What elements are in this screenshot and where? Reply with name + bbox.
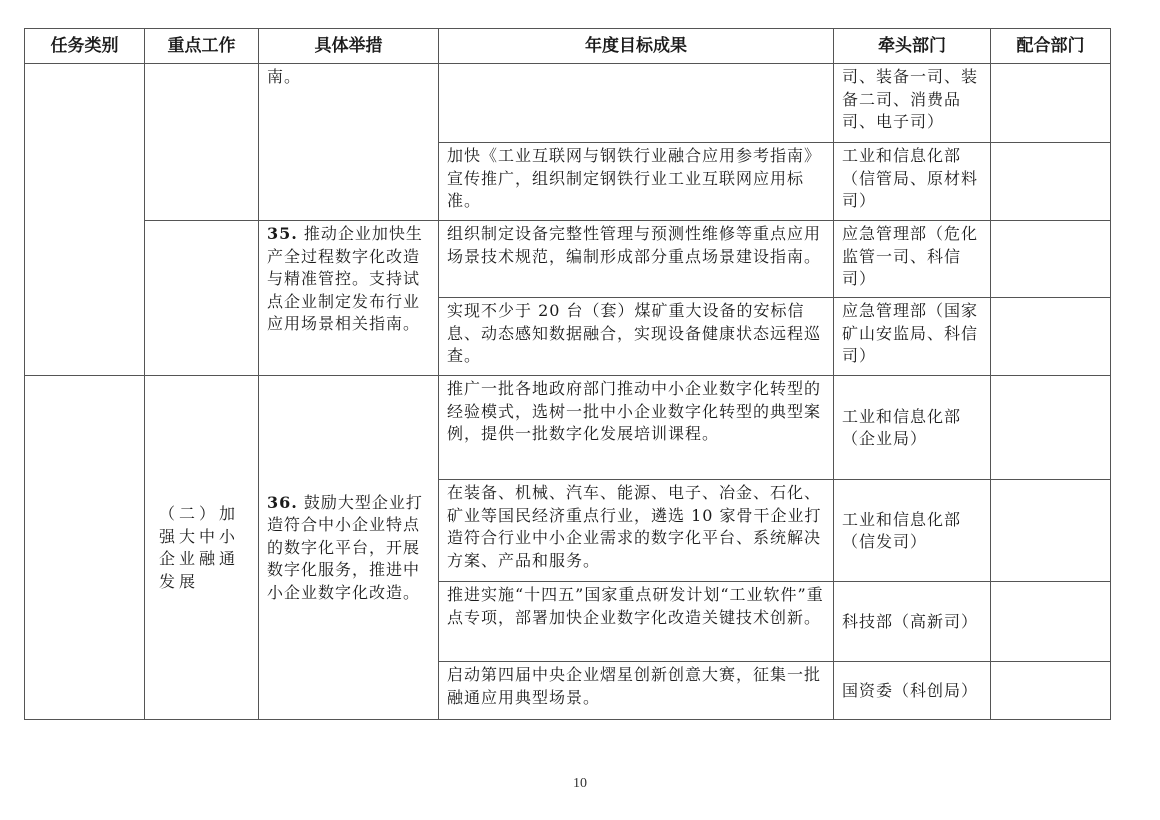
coop-dept-cell xyxy=(991,376,1111,480)
lead-dept-cell: 工业和信息化部（信管局、原材料司） xyxy=(834,143,991,221)
header-row xyxy=(25,29,1111,64)
measure-cell xyxy=(259,376,439,720)
table-row xyxy=(25,221,1111,298)
lead-dept-cell: 应急管理部（国家矿山安监局、科信司） xyxy=(834,298,991,376)
measure-text: 南。 xyxy=(267,67,302,86)
measure-cell xyxy=(259,64,439,221)
goal-cell: 实现不少于 20 台（套）煤矿重大设备的安标信息、动态感知数据融合，实现设备健康状态远程巡查。 xyxy=(439,298,834,376)
table-row xyxy=(25,64,1111,143)
measure-cell xyxy=(259,221,439,376)
header-coop-dept: 配合部门 xyxy=(991,29,1111,64)
lead-dept-cell: 司、装备一司、装备二司、消费品司、电子司） xyxy=(834,64,991,143)
key-work-cell: （二）加强大中小企业融通发展 xyxy=(145,376,259,720)
table-row xyxy=(25,376,1111,480)
coop-dept-cell xyxy=(991,143,1111,221)
coop-dept-cell xyxy=(991,298,1111,376)
measure-text: 鼓励大型企业打造符合中小企业特点的数字化平台，开展数字化服务，推进中小企业数字化改造。 xyxy=(267,492,423,602)
lead-dept-cell: 应急管理部（危化监管一司、科信司） xyxy=(834,221,991,298)
goal-cell xyxy=(439,64,834,143)
page-number: 10 xyxy=(573,776,587,791)
header-category: 任务类别 xyxy=(25,29,145,64)
goal-cell: 推广一批各地政府部门推动中小企业数字化转型的经验模式，选树一批中小企业数字化转型的典型案例，提供一批数字化发展培训课程。 xyxy=(439,376,834,480)
coop-dept-cell xyxy=(991,662,1111,720)
key-work-cell xyxy=(145,64,259,221)
goal-cell: 组织制定设备完整性管理与预测性维修等重点应用场景技术规范，编制形成部分重点场景建设指南。 xyxy=(439,221,834,298)
header-key-work: 重点工作 xyxy=(145,29,259,64)
goal-cell: 加快《工业互联网与钢铁行业融合应用参考指南》宣传推广，组织制定钢铁行业工业互联网应用标准。 xyxy=(439,143,834,221)
coop-dept-cell xyxy=(991,64,1111,143)
goal-cell: 推进实施“十四五”国家重点研发计划“工业软件”重点专项，部署加快企业数字化改造关键技术创新。 xyxy=(439,582,834,662)
task-table xyxy=(24,28,1111,720)
category-cell xyxy=(25,64,145,376)
category-cell xyxy=(25,376,145,720)
header-lead-dept: 牵头部门 xyxy=(834,29,991,64)
goal-cell: 在装备、机械、汽车、能源、电子、冶金、石化、矿业等国民经济重点行业，遴选 10 家骨干企业打造符合行业中小企业需求的数字化平台、系统解决方案、产品和服务。 xyxy=(439,480,834,582)
lead-dept-cell: 工业和信息化部（企业局） xyxy=(834,376,991,480)
key-work-cell xyxy=(145,221,259,376)
measure-number: 35. xyxy=(267,224,298,243)
coop-dept-cell xyxy=(991,221,1111,298)
coop-dept-cell xyxy=(991,582,1111,662)
header-annual-goal: 年度目标成果 xyxy=(439,29,834,64)
lead-dept-cell: 科技部（高新司） xyxy=(834,582,991,662)
coop-dept-cell xyxy=(991,480,1111,582)
lead-dept-cell: 工业和信息化部（信发司） xyxy=(834,480,991,582)
header-measures: 具体举措 xyxy=(259,29,439,64)
goal-cell: 启动第四届中央企业熠星创新创意大赛，征集一批融通应用典型场景。 xyxy=(439,662,834,720)
lead-dept-cell: 国资委（科创局） xyxy=(834,662,991,720)
measure-number: 36. xyxy=(267,492,298,512)
measure-text: 推动企业加快生产全过程数字化改造与精准管控。支持试点企业制定发布行业应用场景相关指南。 xyxy=(267,224,423,333)
